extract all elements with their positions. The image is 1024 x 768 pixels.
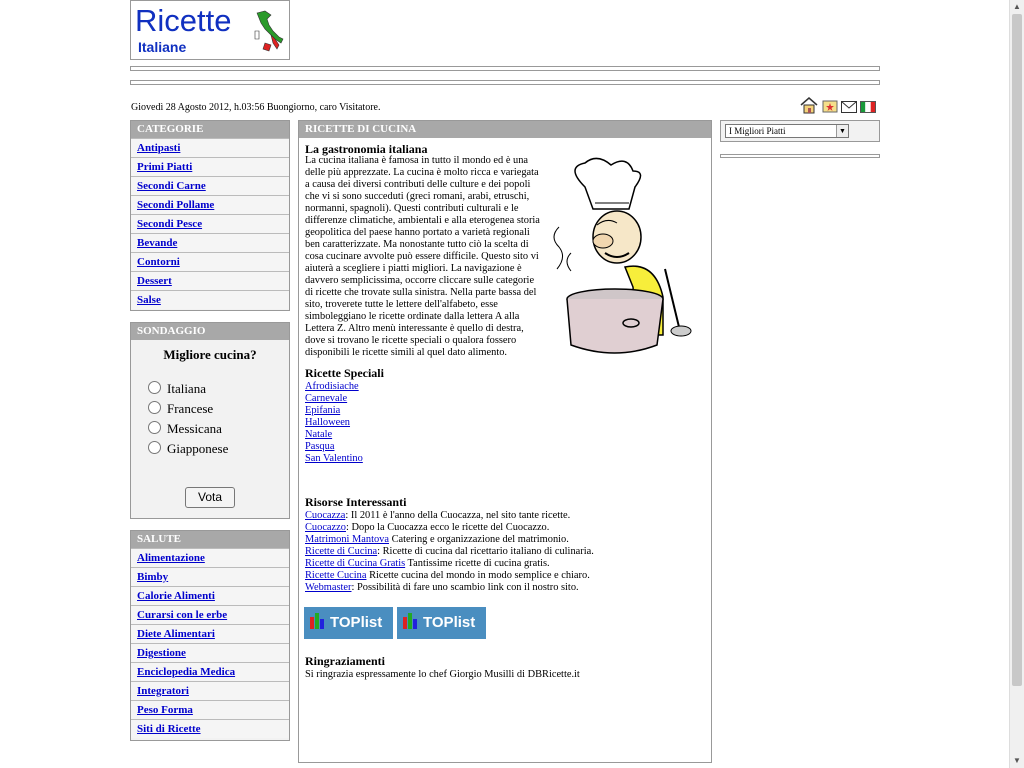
logo-title: Ricette bbox=[135, 3, 232, 38]
special-link[interactable]: San Valentino bbox=[305, 453, 363, 464]
right-box bbox=[720, 120, 880, 142]
radio-button[interactable] bbox=[148, 381, 161, 394]
thanks-text: Si ringrazia espressamente lo chef Giorgio Musilli di DBRicette.it bbox=[305, 669, 580, 680]
resource-link[interactable]: Cuocazzo bbox=[305, 522, 346, 533]
health-item[interactable]: Diete Alimentari bbox=[131, 624, 289, 643]
scroll-down-icon[interactable]: ▼ bbox=[1013, 756, 1021, 765]
toplist-badge[interactable]: TOPlist bbox=[304, 607, 393, 639]
category-item[interactable]: Salse bbox=[131, 290, 289, 309]
thanks-section bbox=[305, 655, 705, 681]
resource-item: Cuocazzo: Dopo la Cuocazza ecco le ricette del Cuocazzo. bbox=[305, 522, 550, 533]
special-recipes-section bbox=[305, 367, 705, 465]
special-link[interactable]: Pasqua bbox=[305, 441, 335, 452]
category-item[interactable]: Bevande bbox=[131, 233, 289, 252]
site-logo[interactable] bbox=[130, 0, 290, 60]
intro-text: La cucina italiana è famosa in tutto il mondo ed è una delle più apprezzate. La cucina è molto ricca e variegata a causa dei diversi contributi delle culture e dei popoli che vi si sono succeduti (greci romani, arabi, etruschi, normanni, spagnoli). Questi contributi culturali e le differenze climatiche, ambientali e alla eterogenea storia geopolitica del paese hanno portato a varietà regionali ben caratterizzate. Ma nonostante tutto ciò la scelta di cosa cucinare avvolte può essere difficile. Questo sito vi aiuterà a scegliere i piatti migliori. La navigazione è davvero semplicissima, occorre cliccare sulle categorie di ricette che trovate sulla sinistra. Nella parte bassa del sito, troverete tutte le lettere dell'alfabeto, esse simboleggiano le ricette ordinate dalla lettera A alla Lettera Z. Altro menù interessante è quello di destra, dove si trovano le ricette speciali o qualora fossero disponibili le ricette simili al quel dato alimento. bbox=[305, 155, 540, 358]
italy-flag-icon[interactable] bbox=[860, 100, 876, 118]
resource-link[interactable]: Ricette di Cucina Gratis bbox=[305, 558, 406, 569]
poll-box bbox=[130, 322, 290, 519]
category-item[interactable]: Antipasti bbox=[131, 138, 289, 157]
poll-option-francese[interactable]: Francese bbox=[148, 401, 213, 417]
radio-button[interactable] bbox=[148, 441, 161, 454]
categories-box bbox=[130, 120, 290, 311]
poll-option-italiana[interactable]: Italiana bbox=[148, 381, 206, 397]
resource-link[interactable]: Ricette Cucina bbox=[305, 570, 367, 581]
resource-item: Ricette di Cucina Gratis Tantissime ricette di cucina gratis. bbox=[305, 558, 550, 569]
header-divider-1 bbox=[130, 66, 880, 71]
health-item[interactable]: Digestione bbox=[131, 643, 289, 662]
scroll-up-icon[interactable]: ▲ bbox=[1013, 2, 1021, 11]
chevron-down-icon[interactable]: ▼ bbox=[836, 125, 848, 137]
header-divider-2 bbox=[130, 80, 880, 85]
resource-item: Ricette Cucina Ricette cucina del mondo in modo semplice e chiaro. bbox=[305, 570, 590, 581]
toplist-badge[interactable]: TOPlist bbox=[397, 607, 486, 639]
intro-heading: La gastronomia italiana bbox=[305, 142, 428, 156]
health-item[interactable]: Calorie Alimenti bbox=[131, 586, 289, 605]
resource-item: Webmaster: Possibilità di fare uno scambio link con il nostro sito. bbox=[305, 582, 579, 593]
resource-link[interactable]: Cuocazza bbox=[305, 510, 346, 521]
toplist-bars-icon bbox=[403, 613, 419, 629]
categories-header: CATEGORIE bbox=[131, 121, 289, 138]
resources-section bbox=[305, 496, 705, 594]
page-scrollbar[interactable] bbox=[1009, 0, 1024, 768]
category-item[interactable]: Secondi Carne bbox=[131, 176, 289, 195]
main-header: RICETTE DI CUCINA bbox=[299, 121, 711, 138]
category-item[interactable]: Secondi Pollame bbox=[131, 195, 289, 214]
main-content bbox=[298, 120, 712, 763]
radio-button[interactable] bbox=[148, 401, 161, 414]
category-item[interactable]: Dessert bbox=[131, 271, 289, 290]
health-item[interactable]: Bimby bbox=[131, 567, 289, 586]
intro-section bbox=[305, 143, 705, 359]
mail-icon[interactable] bbox=[841, 100, 857, 118]
health-item[interactable]: Peso Forma bbox=[131, 700, 289, 719]
resource-link[interactable]: Matrimoni Mantova bbox=[305, 534, 389, 545]
italy-map-icon bbox=[253, 9, 287, 53]
logo-subtitle: Italiane bbox=[138, 39, 187, 55]
date-greeting: Giovedì 28 Agosto 2012, h.03:56 Buongiorno, caro Visitatore. bbox=[131, 102, 381, 113]
home-icon[interactable] bbox=[800, 96, 818, 119]
top-icons bbox=[800, 96, 878, 116]
category-item[interactable]: Secondi Pesce bbox=[131, 214, 289, 233]
resource-item: Matrimoni Mantova Catering e organizzazione del matrimonio. bbox=[305, 534, 569, 545]
special-heading: Ricette Speciali bbox=[305, 366, 384, 380]
resource-link[interactable]: Webmaster bbox=[305, 582, 352, 593]
toplist-bars-icon bbox=[310, 613, 326, 629]
poll-option-giapponese[interactable]: Giapponese bbox=[148, 441, 228, 457]
category-item[interactable]: Primi Piatti bbox=[131, 157, 289, 176]
health-item[interactable]: Enciclopedia Medica bbox=[131, 662, 289, 681]
health-item[interactable]: Alimentazione bbox=[131, 548, 289, 567]
category-item[interactable]: Contorni bbox=[131, 252, 289, 271]
resources-heading: Risorse Interessanti bbox=[305, 495, 407, 509]
poll-question: Migliore cucina? bbox=[163, 347, 257, 362]
health-item[interactable]: Siti di Ricette bbox=[131, 719, 289, 738]
special-link[interactable]: Afrodisiache bbox=[305, 381, 359, 392]
radio-button[interactable] bbox=[148, 421, 161, 434]
resource-item: Cuocazza: Il 2011 è l'anno della Cuocazza, nel sito tante ricette. bbox=[305, 510, 571, 521]
poll-option-messicana[interactable]: Messicana bbox=[148, 421, 222, 437]
thanks-heading: Ringraziamenti bbox=[305, 654, 385, 668]
health-box bbox=[130, 530, 290, 741]
special-link[interactable]: Epifania bbox=[305, 405, 341, 416]
best-dishes-select[interactable]: I Migliori Piatti ▼ bbox=[725, 124, 849, 138]
resource-item: Ricette di Cucina: Ricette di cucina dal ricettario italiano di culinaria. bbox=[305, 546, 594, 557]
poll-header: SONDAGGIO bbox=[131, 323, 289, 340]
special-link[interactable]: Carnevale bbox=[305, 393, 348, 404]
health-item[interactable]: Curarsi con le erbe bbox=[131, 605, 289, 624]
resource-link[interactable]: Ricette di Cucina bbox=[305, 546, 378, 557]
right-divider bbox=[720, 154, 880, 158]
special-link[interactable]: Halloween bbox=[305, 417, 351, 428]
scrollbar-thumb[interactable] bbox=[1012, 14, 1022, 686]
special-link[interactable]: Natale bbox=[305, 429, 333, 440]
health-item[interactable]: Integratori bbox=[131, 681, 289, 700]
vote-button[interactable]: Vota bbox=[185, 487, 235, 508]
health-header: SALUTE bbox=[131, 531, 289, 548]
bookmark-icon[interactable] bbox=[822, 99, 838, 118]
